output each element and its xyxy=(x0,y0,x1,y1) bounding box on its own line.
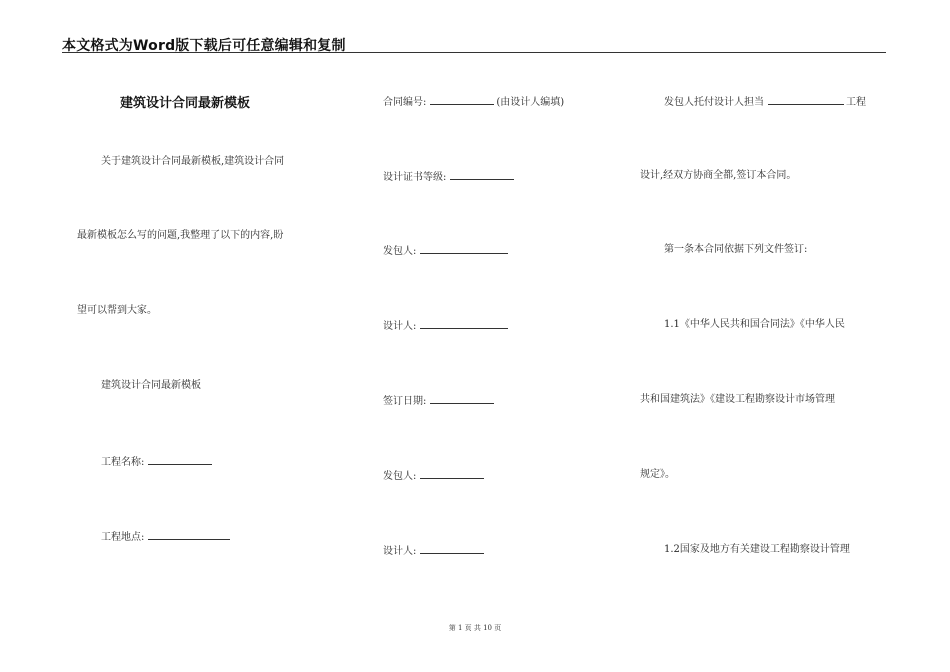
sign-date-blank xyxy=(430,393,494,404)
designer-label-1: 设计人: xyxy=(383,321,417,332)
client-field-1 xyxy=(383,243,508,259)
column3-line-2: 设计,经双方协商全都,签订本合同。 xyxy=(640,170,797,181)
client-blank-1 xyxy=(420,243,508,254)
intro-line-2: 最新模板怎么写的问题,我整理了以下的内容,盼 xyxy=(77,230,284,241)
project-name-field xyxy=(101,454,212,470)
entrust-project-blank xyxy=(768,94,844,105)
clause-1-1-line-2: 共和国建筑法》《建设工程勘察设计市场管理 xyxy=(640,394,835,405)
clause-1-1-line-1: 1.1《中华人民共和国合同法》《中华人民 xyxy=(664,319,845,330)
client-label-1: 发包人: xyxy=(383,246,417,257)
client-label-2: 发包人: xyxy=(383,471,417,482)
entrust-clause-prefix: 发包人托付设计人担当 xyxy=(664,97,764,108)
contract-number-field xyxy=(383,94,564,110)
designer-blank-1 xyxy=(420,318,508,329)
entrust-clause-suffix: 工程 xyxy=(846,97,866,108)
client-blank-2 xyxy=(420,468,484,479)
clause-1-2-line-1: 1.2国家及地方有关建设工程勘察设计管理 xyxy=(664,544,850,555)
designer-field-1 xyxy=(383,318,508,334)
template-subtitle: 建筑设计合同最新模板 xyxy=(101,380,201,391)
sign-date-field xyxy=(383,393,494,409)
project-location-field xyxy=(101,529,230,545)
header-banner: 本文格式为Word版下载后可任意编辑和复制 xyxy=(62,38,346,54)
cert-level-label: 设计证书等级: xyxy=(383,172,447,183)
designer-blank-2 xyxy=(420,543,484,554)
entrust-clause xyxy=(664,94,866,110)
project-location-blank xyxy=(148,529,230,540)
contract-number-note: (由设计人编填) xyxy=(496,97,565,108)
clause-1-1-line-3: 规定》。 xyxy=(640,469,675,480)
designer-label-2: 设计人: xyxy=(383,546,417,557)
page-indicator: 第 1 页 共 10 页 xyxy=(448,624,502,632)
article-one-heading: 第一条本合同依据下列文件签订: xyxy=(664,244,808,255)
header-divider xyxy=(62,52,886,53)
designer-field-2 xyxy=(383,543,484,559)
document-title: 建筑设计合同最新模板 xyxy=(120,96,251,111)
cert-level-field xyxy=(383,169,514,185)
intro-line-3: 望可以帮到大家。 xyxy=(77,305,157,316)
project-name-label: 工程名称: xyxy=(101,457,145,468)
intro-line-1: 关于建筑设计合同最新模板,建筑设计合同 xyxy=(101,156,285,167)
contract-number-blank xyxy=(430,94,494,105)
project-name-blank xyxy=(148,454,212,465)
cert-level-blank xyxy=(450,169,514,180)
sign-date-label: 签订日期: xyxy=(383,396,427,407)
contract-number-label: 合同编号: xyxy=(383,97,427,108)
project-location-label: 工程地点: xyxy=(101,532,145,543)
client-field-2 xyxy=(383,468,484,484)
